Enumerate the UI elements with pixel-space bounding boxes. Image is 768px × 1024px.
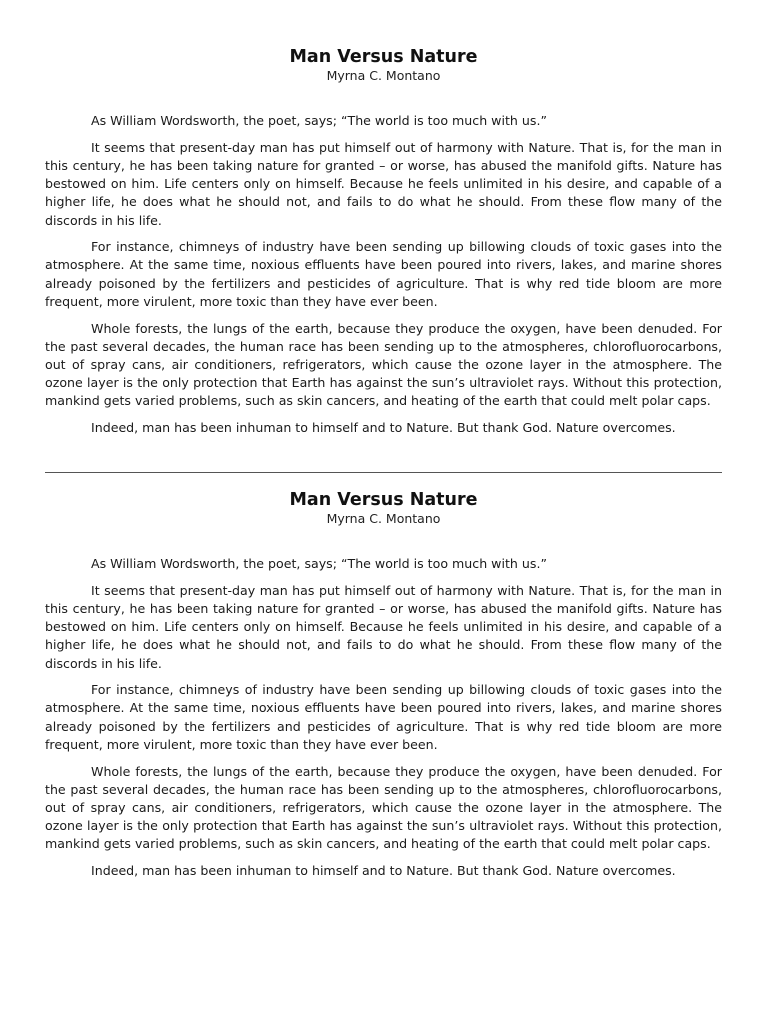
article-title: Man Versus Nature: [289, 47, 478, 67]
page-divider: [45, 472, 722, 473]
paragraph-forests: Whole forests, the lungs of the earth, because they produce the oxygen, have been denuded. For the past several decades, the human race has been sending up to the atmospheres, chlorofluorocarbons, out of spray cans, air conditioners, refrigerators, which cause the ozone layer in the atmosphere. The ozone layer is the only protection that Earth has against the sun’s ultraviolet rays. Without this protection, mankind gets varied problems, such as skin cancers, and heating of the earth that could melt polar caps.: [45, 320, 722, 409]
article-author: Myrna C. Montano: [326, 68, 441, 83]
paragraph-intro: As William Wordsworth, the poet, says; “The world is too much with us.”: [91, 113, 547, 128]
paragraph-intro: As William Wordsworth, the poet, says; “The world is too much with us.”: [91, 556, 547, 571]
article-author: Myrna C. Montano: [326, 511, 441, 526]
paragraph-industry: For instance, chimneys of industry have been sending up billowing clouds of toxic gases into the atmosphere. At the same time, noxious effluents have been poured into rivers, lakes, and marine shores already poisoned by the fertilizers and pesticides of agriculture. That is why red tide bloom are more frequent, more virulent, more toxic than they have ever been.: [45, 682, 722, 752]
paragraph-harmony: It seems that present-day man has put himself out of harmony with Nature. That is, for the man in this century, he has been taking nature for granted – or worse, has abused the manifold gifts. Nature has bestowed on him. Life centers only on himself. Because he feels unlimited in his desire, and capable of a higher life, he does what he should not, and fails to do what he should. From these flow many of the discords in his life.: [45, 582, 722, 671]
paragraph-conclusion: Indeed, man has been inhuman to himself and to Nature. But thank God. Nature overcomes.: [91, 863, 676, 879]
article-title: Man Versus Nature: [289, 490, 478, 510]
article-second: [45, 489, 722, 889]
paragraph-industry: For instance, chimneys of industry have been sending up billowing clouds of toxic gases into the atmosphere. At the same time, noxious effluents have been poured into rivers, lakes, and marine shores already poisoned by the fertilizers and pesticides of agriculture. That is why red tide bloom are more frequent, more virulent, more toxic than they have ever been.: [45, 239, 722, 309]
paragraph-forests: Whole forests, the lungs of the earth, because they produce the oxygen, have been denuded. For the past several decades, the human race has been sending up to the atmospheres, chlorofluorocarbons, out of spray cans, air conditioners, refrigerators, which cause the ozone layer in the atmosphere. The ozone layer is the only protection that Earth has against the sun’s ultraviolet rays. Without this protection, mankind gets varied problems, such as skin cancers, and heating of the earth that could melt polar caps.: [45, 763, 722, 852]
article-first: [45, 46, 722, 446]
paragraph-harmony: It seems that present-day man has put himself out of harmony with Nature. That is, for the man in this century, he has been taking nature for granted – or worse, has abused the manifold gifts. Nature has bestowed on him. Life centers only on himself. Because he feels unlimited in his desire, and capable of a higher life, he does what he should not, and fails to do what he should. From these flow many of the discords in his life.: [45, 139, 722, 228]
paragraph-conclusion: Indeed, man has been inhuman to himself and to Nature. But thank God. Nature overcomes.: [91, 420, 676, 436]
